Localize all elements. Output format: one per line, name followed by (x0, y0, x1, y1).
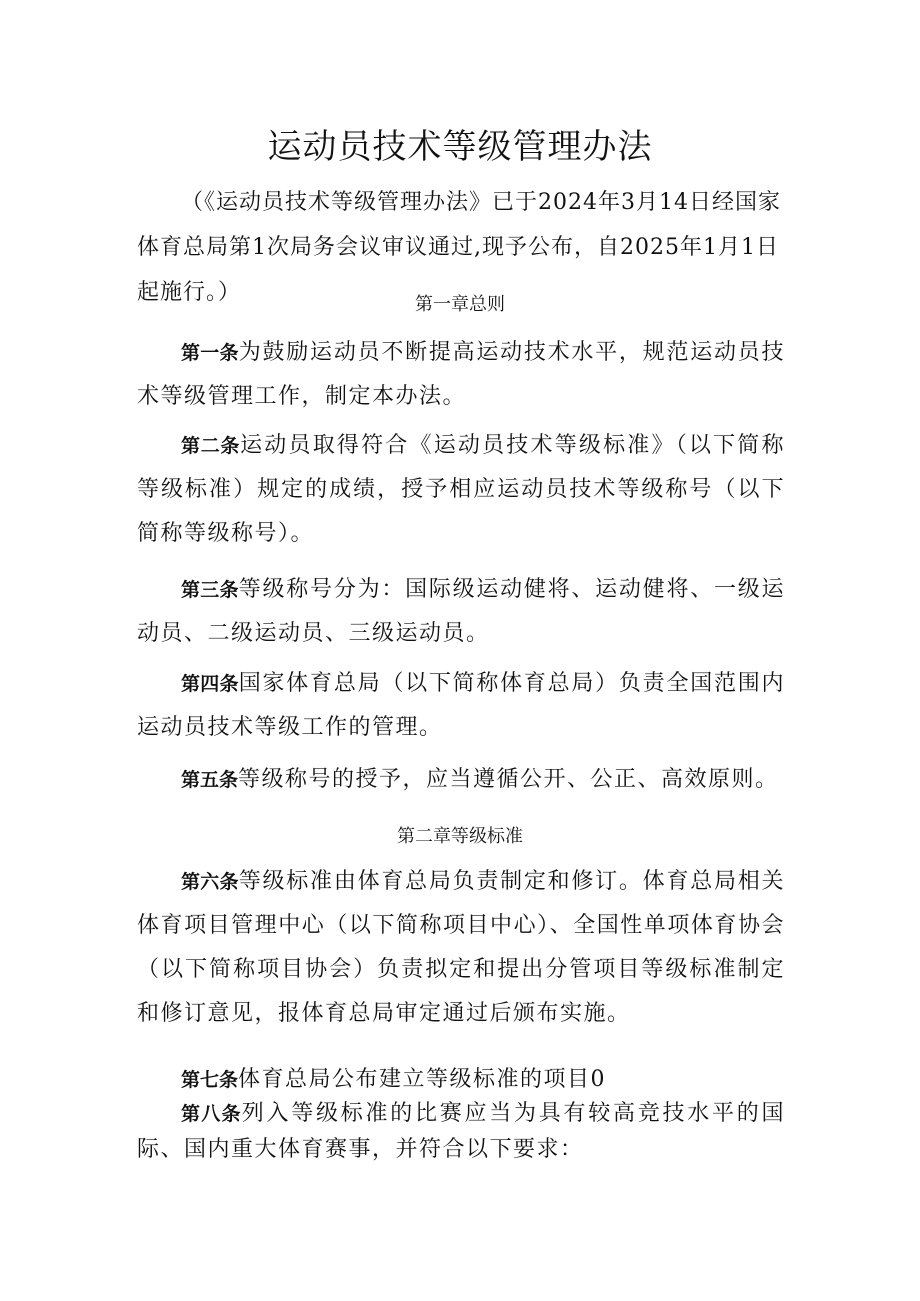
article-label: 第六条 (181, 871, 239, 893)
article-8 (137, 1096, 785, 1168)
article-3 (137, 568, 785, 656)
article-text: 运动员取得符合《运动员技术等级标准》（以下简称等级标准）规定的成绩，授予相应运动员技术等级称号（以下简称等级称号）。 (137, 433, 785, 546)
article-7 (137, 1062, 785, 1098)
article-label: 第四条 (181, 673, 239, 695)
publication-notice: （《运动员技术等级管理办法》已于2024年3月14日经国家体育总局第1次局务会议审议通过,现予公布，自2025年1月1日起施行。） (137, 190, 781, 305)
article-label: 第三条 (181, 579, 239, 601)
article-1 (137, 331, 785, 419)
article-label: 第五条 (181, 769, 239, 791)
article-6 (137, 860, 785, 1036)
article-2 (137, 424, 785, 556)
document-title: 运动员技术等级管理办法 (267, 127, 653, 167)
article-label: 第一条 (181, 342, 239, 364)
article-text: 等级称号分为：国际级运动健将、运动健将、一级运动员、二级运动员、三级运动员。 (137, 577, 785, 646)
article-text: 列入等级标准的比赛应当为具有较高竞技水平的国际、国内重大体育赛事，并符合以下要求： (137, 1101, 785, 1162)
article-text: 为鼓励运动员不断提高运动技术水平，规范运动员技术等级管理工作，制定本办法。 (137, 340, 785, 409)
article-text: 国家体育总局（以下简称体育总局）负责全国范围内运动员技术等级工作的管理。 (137, 671, 785, 740)
article-4 (137, 662, 785, 750)
article-label: 第八条 (181, 1103, 242, 1125)
article-label: 第二条 (181, 435, 241, 457)
chapter-heading-1: 第一章总则 (415, 294, 505, 315)
chapter-heading-2: 第二章等级标准 (397, 826, 523, 847)
article-text: 体育总局公布建立等级标准的项目0 (238, 1067, 607, 1092)
article-text: 等级标准由体育总局负责制定和修订。体育总局相关体育项目管理中心（以下简称项目中心）、全国性单项体育协会（以下简称项目协会）负责拟定和提出分管项目等级标准制定和修订意见，报体育总局审定通过后颁布实施。 (137, 869, 785, 1026)
article-label: 第七条 (181, 1069, 239, 1091)
article-5 (137, 758, 785, 802)
article-text: 等级称号的授予，应当遵循公开、公正、高效原则。 (238, 767, 779, 792)
